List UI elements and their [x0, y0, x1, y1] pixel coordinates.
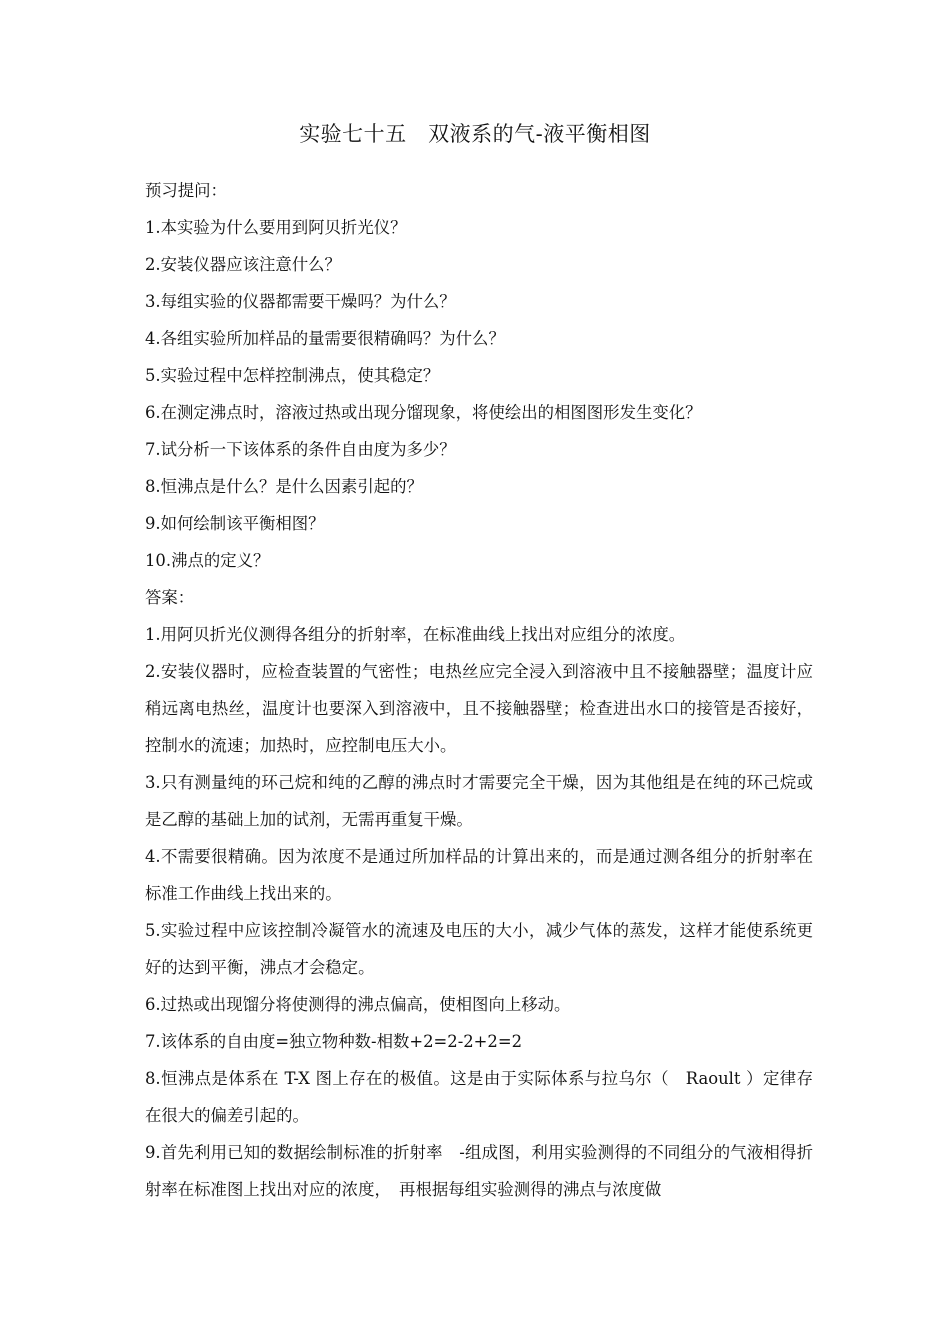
question-5: 5.实验过程中怎样控制沸点，使其稳定？ — [145, 366, 440, 385]
question-1: 1.本实验为什么要用到阿贝折光仪？ — [145, 218, 407, 237]
answer-3: 3.只有测量纯的环己烷和纯的乙醇的沸点时才需要完全干燥，因为其他组是在纯的环己烷或是乙醇的基础上加的试剂，无需再重复干燥。 — [145, 773, 813, 829]
answer-7: 7.该体系的自由度=独立物种数-相数+2=2-2+2=2 — [145, 1032, 522, 1051]
answers-heading: 答案： — [145, 588, 195, 607]
question-9: 9.如何绘制该平衡相图？ — [145, 514, 325, 533]
answer-6: 6.过热或出现馏分将使测得的沸点偏高，使相图向上移动。 — [145, 995, 571, 1014]
preview-heading: 预习提问： — [145, 181, 227, 200]
answer-5: 5.实验过程中应该控制冷凝管水的流速及电压的大小，减少气体的蒸发，这样才能使系统更好的达到平衡，沸点才会稳定。 — [145, 921, 813, 977]
question-7: 7.试分析一下该体系的条件自由度为多少？ — [145, 440, 456, 459]
answer-2: 2.安装仪器时，应检查装置的气密性；电热丝应完全浸入到溶液中且不接触器壁；温度计应稍远离电热丝，温度计也要深入到溶液中，且不接触器壁；检查进出水口的接管是否接好，控制水的流速；加热时，应控制电压大小。 — [145, 662, 813, 755]
question-3: 3.每组实验的仪器都需要干燥吗？为什么？ — [145, 292, 456, 311]
answer-9: 9.首先利用已知的数据绘制标准的折射率 -组成图，利用实验测得的不同组分的气液相得折射率在标准图上找出对应的浓度， 再根据每组实验测得的沸点与浓度做 — [145, 1143, 813, 1199]
question-10: 10.沸点的定义？ — [145, 551, 270, 570]
question-6: 6.在测定沸点时，溶液过热或出现分馏现象，将使绘出的相图图形发生变化？ — [145, 403, 702, 422]
document-title: 实验七十五 双液系的气-液平衡相图 — [299, 122, 651, 146]
answer-8: 8.恒沸点是体系在 T-X 图上存在的极值。这是由于实际体系与拉乌尔（ Raoult ）定律存在很大的偏差引起的。 — [145, 1069, 813, 1125]
question-4: 4.各组实验所加样品的量需要很精确吗？为什么？ — [145, 329, 505, 348]
question-8: 8.恒沸点是什么？是什么因素引起的？ — [145, 477, 423, 496]
question-2: 2.安装仪器应该注意什么？ — [145, 255, 341, 274]
answer-4: 4.不需要很精确。因为浓度不是通过所加样品的计算出来的，而是通过测各组分的折射率在标准工作曲线上找出来的。 — [145, 847, 813, 903]
answer-1: 1.用阿贝折光仪测得各组分的折射率，在标准曲线上找出对应组分的浓度。 — [145, 625, 686, 644]
document-body — [145, 172, 813, 1208]
